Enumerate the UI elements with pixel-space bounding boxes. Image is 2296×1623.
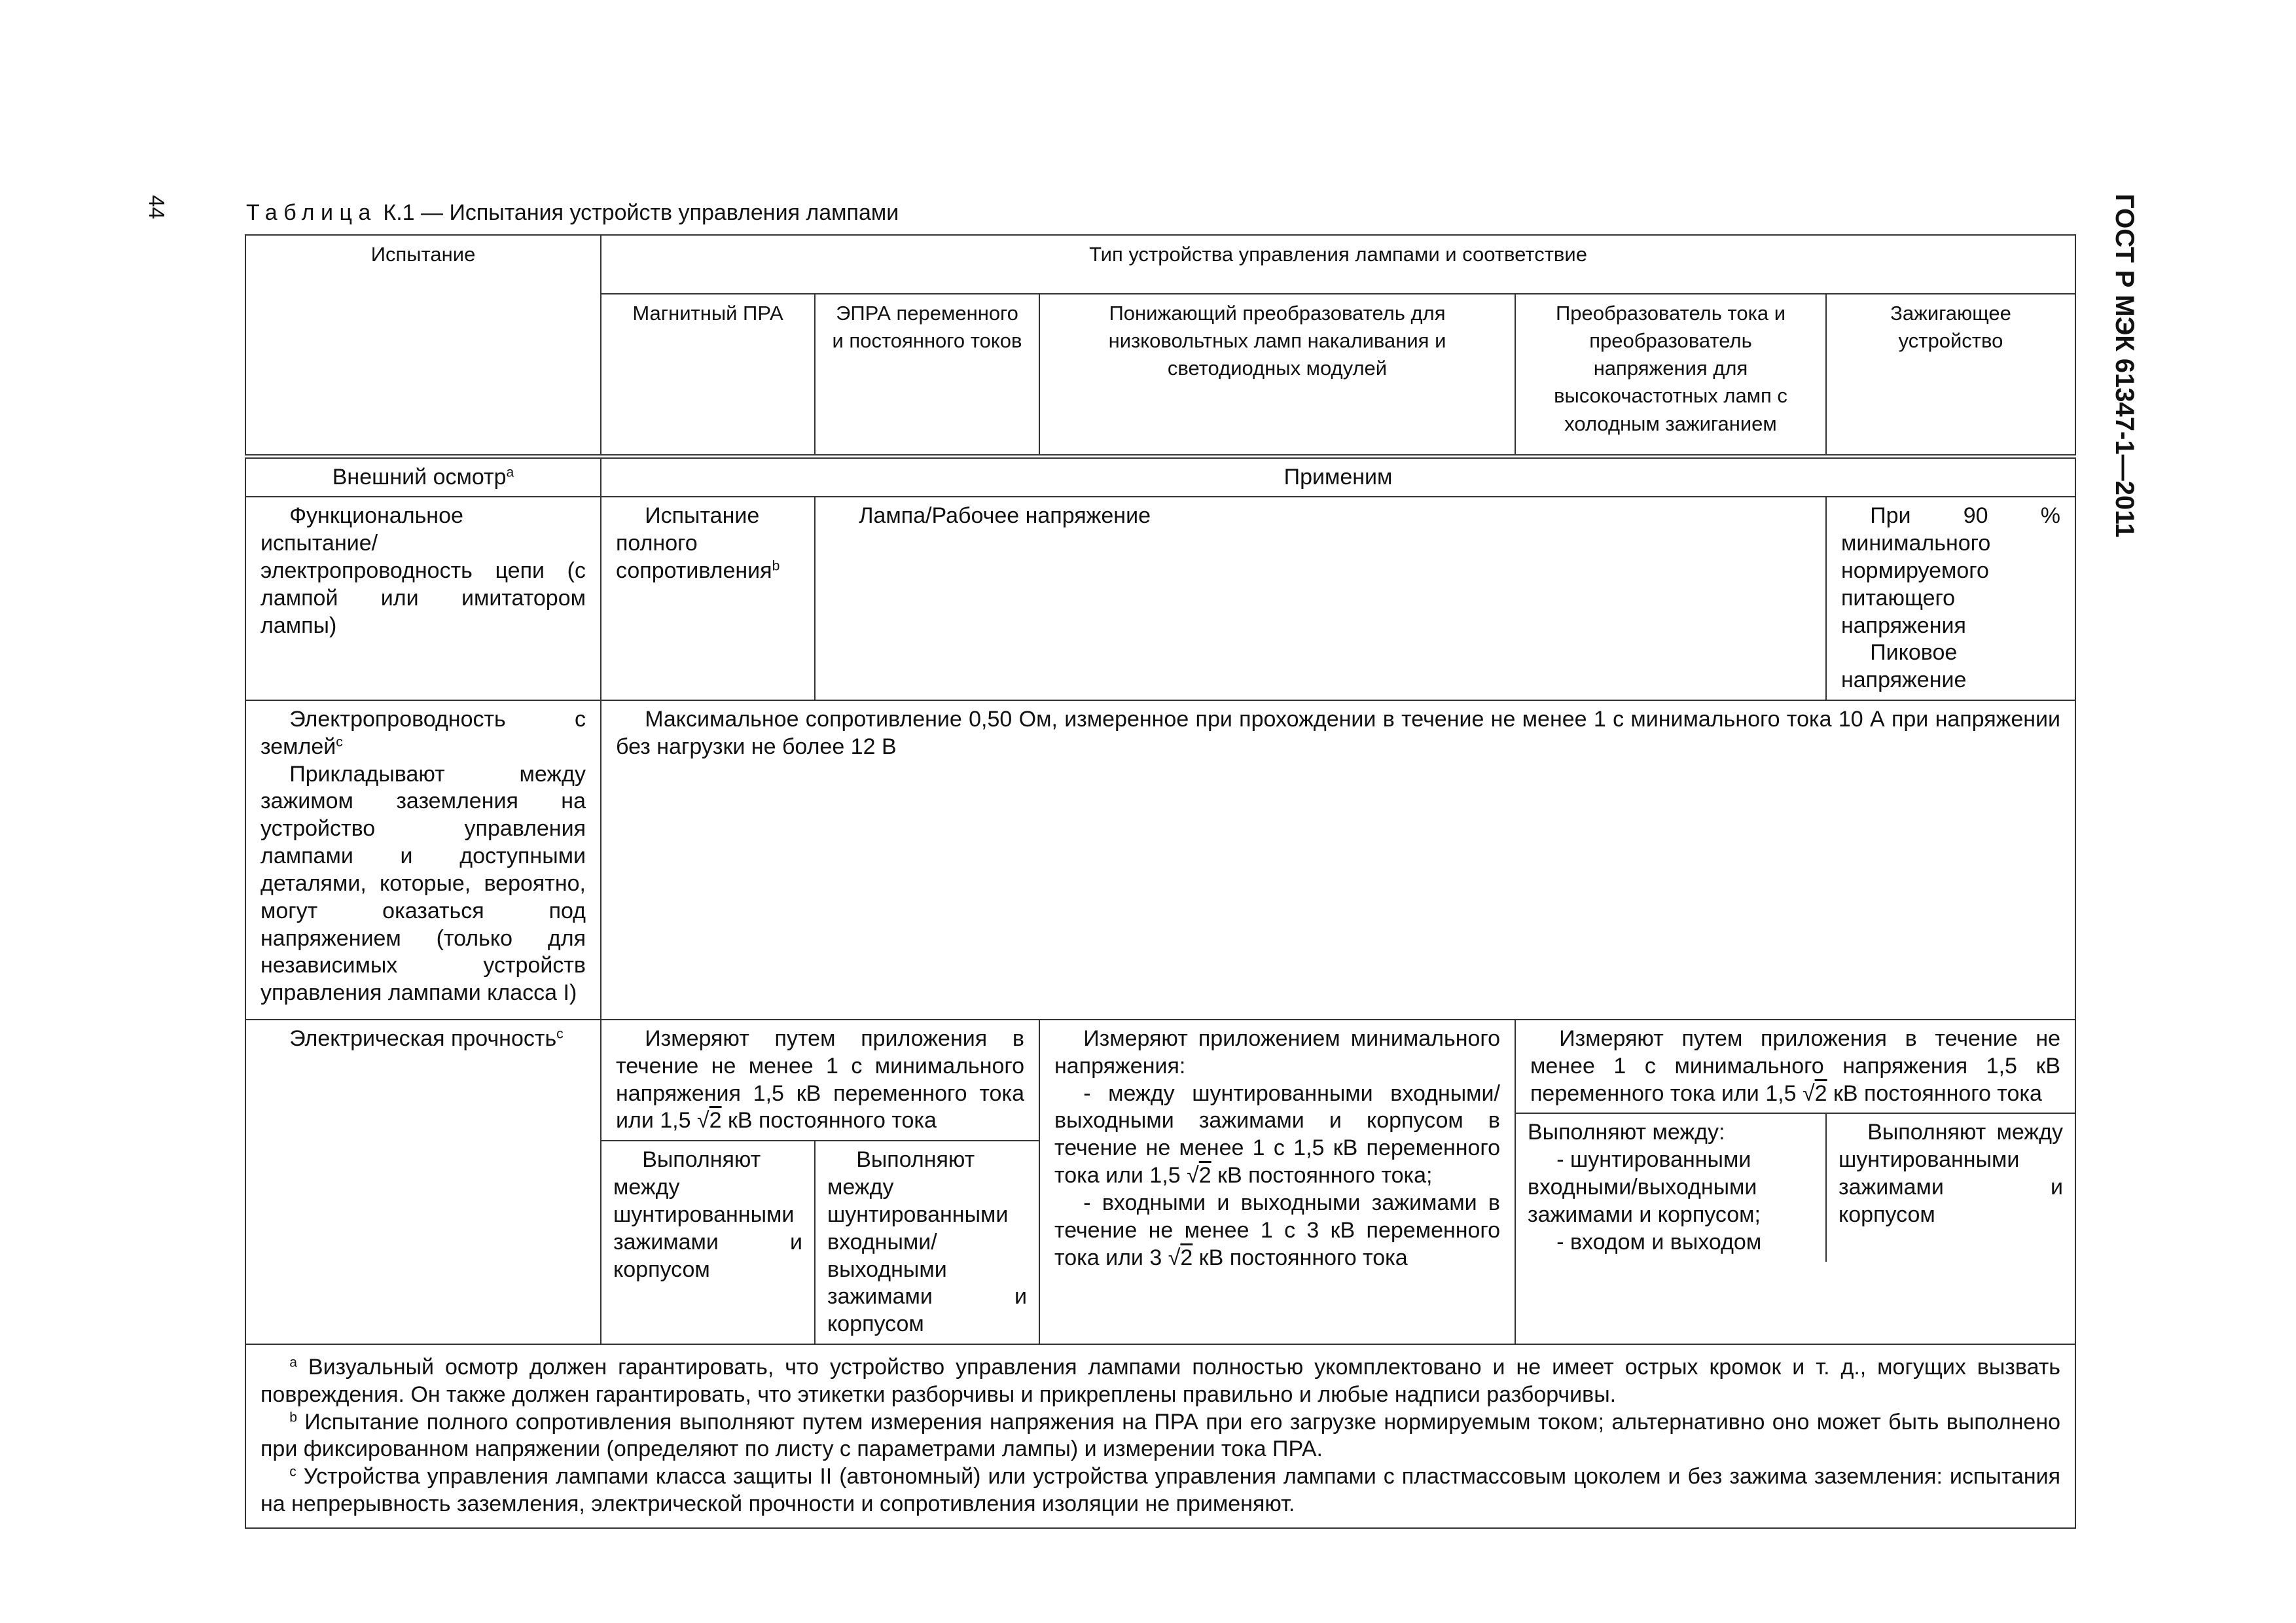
- header-device-type: Тип устройства управления лампами и соответствие: [601, 235, 2075, 294]
- table-footnotes: [245, 1344, 2075, 1528]
- strength-step-down-item-2: - входными и выходными зажимами в течение не менее 1 с 3 кВ переменного тока или 3 √2 кВ постоянного тока: [1054, 1190, 1500, 1270]
- earth-continuity-desc: Прикладывают между зажимом заземления на устройство управления лампами и доступными деталями, которые, вероятно, могут оказаться под напряжением (только для независимых устройств управления лампами класса I): [260, 761, 586, 1006]
- strength-converter-split: [1516, 1114, 2075, 1261]
- strength-converter-igniter: [1515, 1020, 2075, 1344]
- footnote-a: $^a$ Визуальный осмотр должен гарантировать, что устройство управления лампами полностью укомплектовано и не имеет острых кромок и т. д., могущих вызвать повреждения. Он также должен гарантировать, что этикетки разборчивы и прикреплены правильно и любые надписи разборчивы.: [260, 1354, 2061, 1407]
- strength-igniter: Выполняют между шунтированными зажимами и корпусом: [1839, 1120, 2064, 1227]
- row-functional-test: Функциональное испытание/электропроводность цепи (с лампой или имитатором лампы): [245, 497, 601, 700]
- table-title: [246, 200, 899, 226]
- strength-hf-converter-intro: Выполняют между:: [1528, 1120, 1725, 1145]
- header-igniter: Зажигающее устройство: [1826, 294, 2075, 456]
- strength-ballasts: [601, 1020, 1039, 1344]
- functional-lamp-voltage: Лампа/Рабочее напряжение: [815, 497, 1826, 700]
- row-earth-continuity: [245, 700, 601, 1020]
- header-test: Испытание: [245, 235, 601, 456]
- visual-inspection-value: Применим: [601, 456, 2075, 497]
- functional-igniter-peak: Пиковое напряжение: [1841, 640, 1967, 693]
- strength-magnetic-ballast: Выполняют между шунтированными зажимами и корпусом: [601, 1141, 816, 1344]
- strength-ballasts-split: [601, 1141, 1039, 1344]
- strength-hf-converter-item-1: - шунтированными входными/выходными зажимами и корпусом;: [1528, 1147, 1761, 1227]
- earth-continuity-title: Электропроводность с землей$^c$: [260, 707, 586, 759]
- strength-hf-converter: [1516, 1114, 1827, 1261]
- strength-electronic-ballast: Выполняют между шунтированными входными/выходными зажимами и корпусом: [827, 1147, 1027, 1337]
- strength-converter-method: Измеряют путем приложения в течение не менее 1 с минимального напряжения 1,5 кВ переменного тока или 1,5 √2 кВ постоянного тока: [1516, 1020, 2075, 1114]
- table-title-prefix: Таблица: [246, 200, 377, 225]
- strength-ballasts-method: Измеряют путем приложения в течение не менее 1 с минимального напряжения 1,5 кВ переменного тока или 1,5 √2 кВ постоянного тока: [601, 1020, 1039, 1141]
- strength-hf-converter-item-2: - входом и выходом: [1556, 1229, 1762, 1255]
- document-code: ГОСТ Р МЭК 61347-1—2011: [2110, 194, 2139, 538]
- header-electronic-ballast: ЭПРА переменного и постоянного токов: [815, 294, 1039, 456]
- strength-step-down-intro: Измеряют приложением минимального напряжения:: [1054, 1026, 1500, 1079]
- functional-igniter: [1826, 497, 2075, 700]
- row-visual-inspection: Внешний осмотр$^a$: [245, 456, 601, 497]
- header-hf-converter: Преобразователь тока и преобразователь напряжения для высокочастотных ламп с холодным зажиганием: [1515, 294, 1826, 456]
- page-number: 44: [145, 195, 169, 219]
- lamp-control-tests-table: [245, 234, 2076, 1529]
- footnote-b: $^b$ Испытание полного сопротивления выполняют путем измерения напряжения на ПРА при его загрузке нормируемым током; альтернативно оно может быть выполнено при фиксированном напряжении (определяют по листу с параметрами лампы) и измерении тока ПРА.: [260, 1409, 2061, 1462]
- footnote-c: $^c$ Устройства управления лампами класса защиты II (автономный) или устройства управления лампами с пластмассовым цоколем и без зажима заземления: испытания на непрерывность заземления, электрической прочности и сопротивления изоляции не применяют.: [260, 1464, 2061, 1516]
- functional-igniter-supply: При 90 % минимального нормируемого питающего напряжения: [1841, 503, 2061, 638]
- strength-step-down-item-1: - между шунтированными входными/выходными зажимами и корпусом в течение не менее 1 с 1,5 кВ переменного тока или 1,5 √2 кВ постоянного тока;: [1054, 1080, 1500, 1188]
- earth-continuity-value: Максимальное сопротивление 0,50 Ом, измеренное при прохождении в течение не менее 1 с минимального тока 10 А при напряжении без нагрузки не более 12 В: [601, 700, 2075, 1020]
- header-magnetic-ballast: Магнитный ПРА: [601, 294, 815, 456]
- header-step-down-converter: Понижающий преобразователь для низковольтных ламп накаливания и светодиодных модулей: [1039, 294, 1515, 456]
- table-title-text: К.1 — Испытания устройств управления лампами: [376, 200, 899, 225]
- strength-step-down-converter: [1039, 1020, 1515, 1344]
- functional-magnetic-ballast: Испытание полного сопротивления$^b$: [601, 497, 815, 700]
- row-electric-strength: Электрическая прочность$^c$: [245, 1020, 601, 1344]
